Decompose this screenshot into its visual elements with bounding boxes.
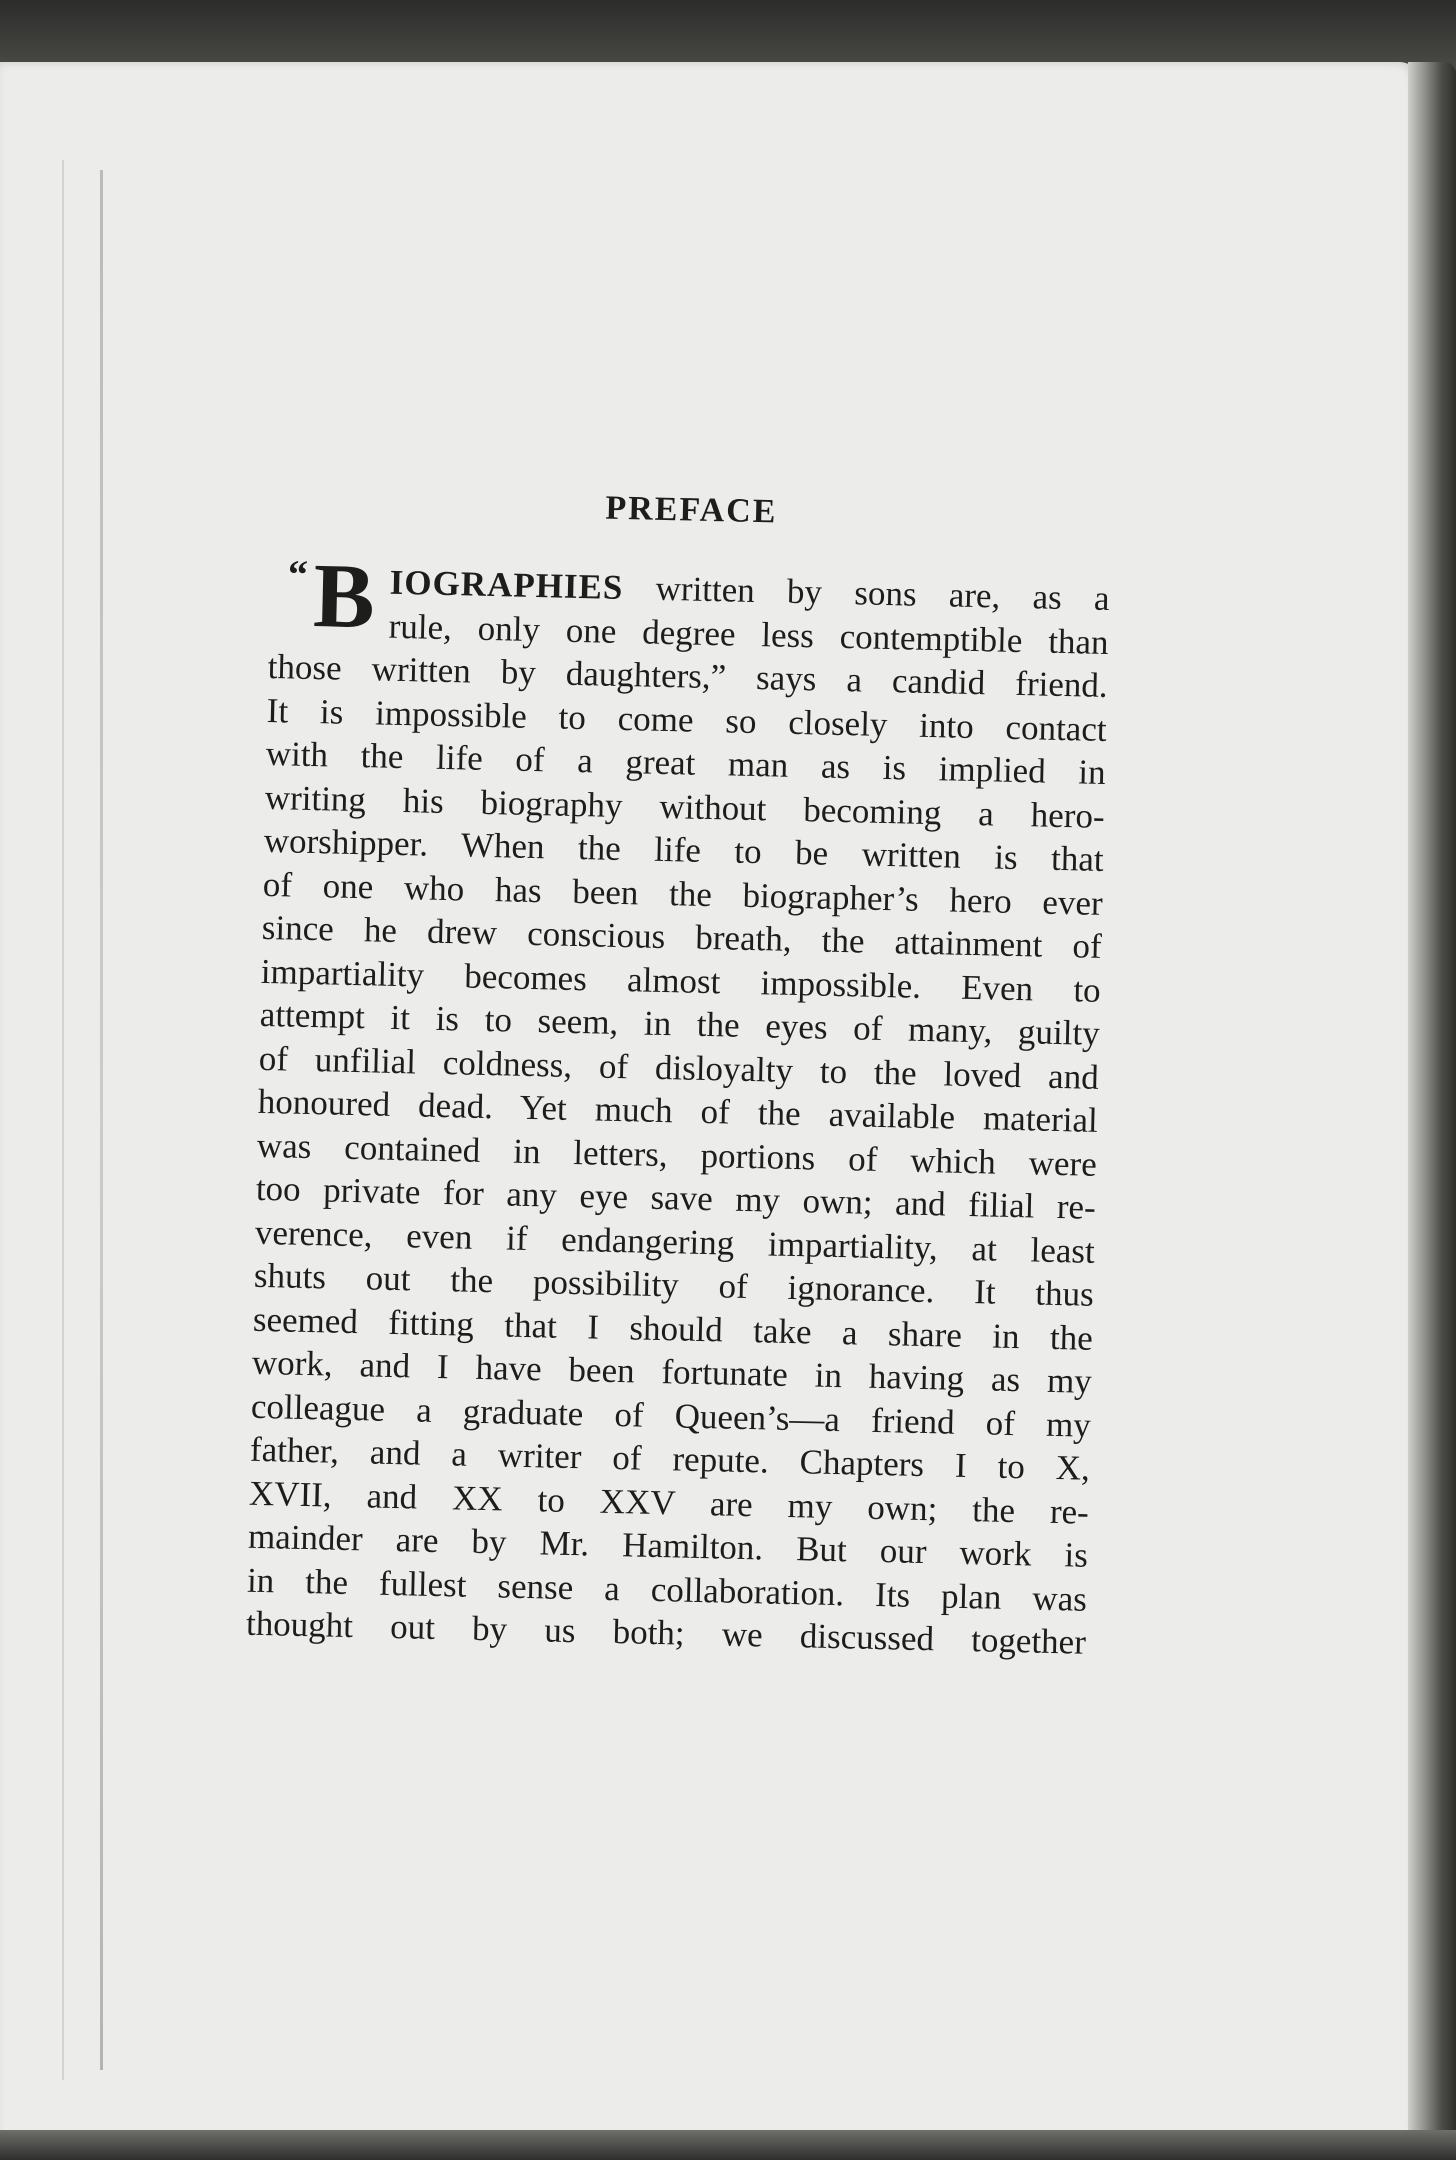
page-fore-edge <box>1408 62 1456 2152</box>
text-line: since he drew conscious breath, the attainment of <box>261 907 1103 966</box>
page-title: PREFACE <box>605 489 778 531</box>
text-line: rule, only one degree less contemptible than <box>388 606 1110 662</box>
text-line: XVII, and XX to XXV are my own; the re- <box>248 1473 1090 1532</box>
first-word-rest: IOGRAPHIES <box>389 562 624 607</box>
text-line: impartiality becomes almost impossible. Even to <box>260 951 1102 1010</box>
scan-background-top <box>0 0 1456 70</box>
text-line: seemed fitting that I should take a share in the <box>252 1299 1094 1358</box>
text-line: with the life of a great man as is implied in <box>265 733 1107 792</box>
opening-quote-mark: “ <box>287 551 309 597</box>
binding-gutter-line <box>100 170 103 2070</box>
text-line: worshipper. When the life to be written is that <box>263 820 1105 879</box>
text-line: work, and I have been fortunate in having as my <box>251 1342 1093 1401</box>
text-line: too private for any eye save my own; and filial re- <box>255 1168 1097 1227</box>
text-line: shuts out the possibility of ignorance. It thus <box>253 1255 1095 1314</box>
text-line: of one who has been the biographer’s hero ever <box>262 864 1104 923</box>
drop-cap: B <box>312 543 376 648</box>
text-line: honoured dead. Yet much of the available material <box>257 1081 1099 1140</box>
text-line: colleague a graduate of Queen’s—a friend of my <box>250 1386 1092 1445</box>
text-line: It is impossible to come so closely into contact <box>266 690 1108 749</box>
text-line: thought out by us both; we discussed together <box>245 1603 1087 1662</box>
text-line: in the fullest sense a collaboration. Its plan was <box>246 1560 1088 1619</box>
text-line: writing his biography without becoming a hero- <box>264 777 1106 836</box>
text-line: those written by daughters,” says a candid friend. <box>267 646 1109 706</box>
text-line: mainder are by Mr. Hamilton. But our work is <box>247 1516 1089 1575</box>
scan-background-bottom <box>0 2130 1456 2160</box>
first-line-text: written by sons are, as a <box>655 568 1111 619</box>
preface-text-block <box>246 482 1112 1664</box>
text-line: verence, even if endangering impartiality, at least <box>254 1212 1096 1271</box>
preface-body <box>245 543 1111 1664</box>
text-line: of unfilial coldness, of disloyalty to the loved and <box>258 1038 1100 1097</box>
text-line: father, and a writer of repute. Chapters I to X, <box>249 1429 1091 1488</box>
text-line: was contained in letters, portions of which were <box>256 1125 1098 1184</box>
binding-gutter-edge <box>62 160 64 2080</box>
text-line: attempt it is to seem, in the eyes of many, guilty <box>259 994 1101 1053</box>
